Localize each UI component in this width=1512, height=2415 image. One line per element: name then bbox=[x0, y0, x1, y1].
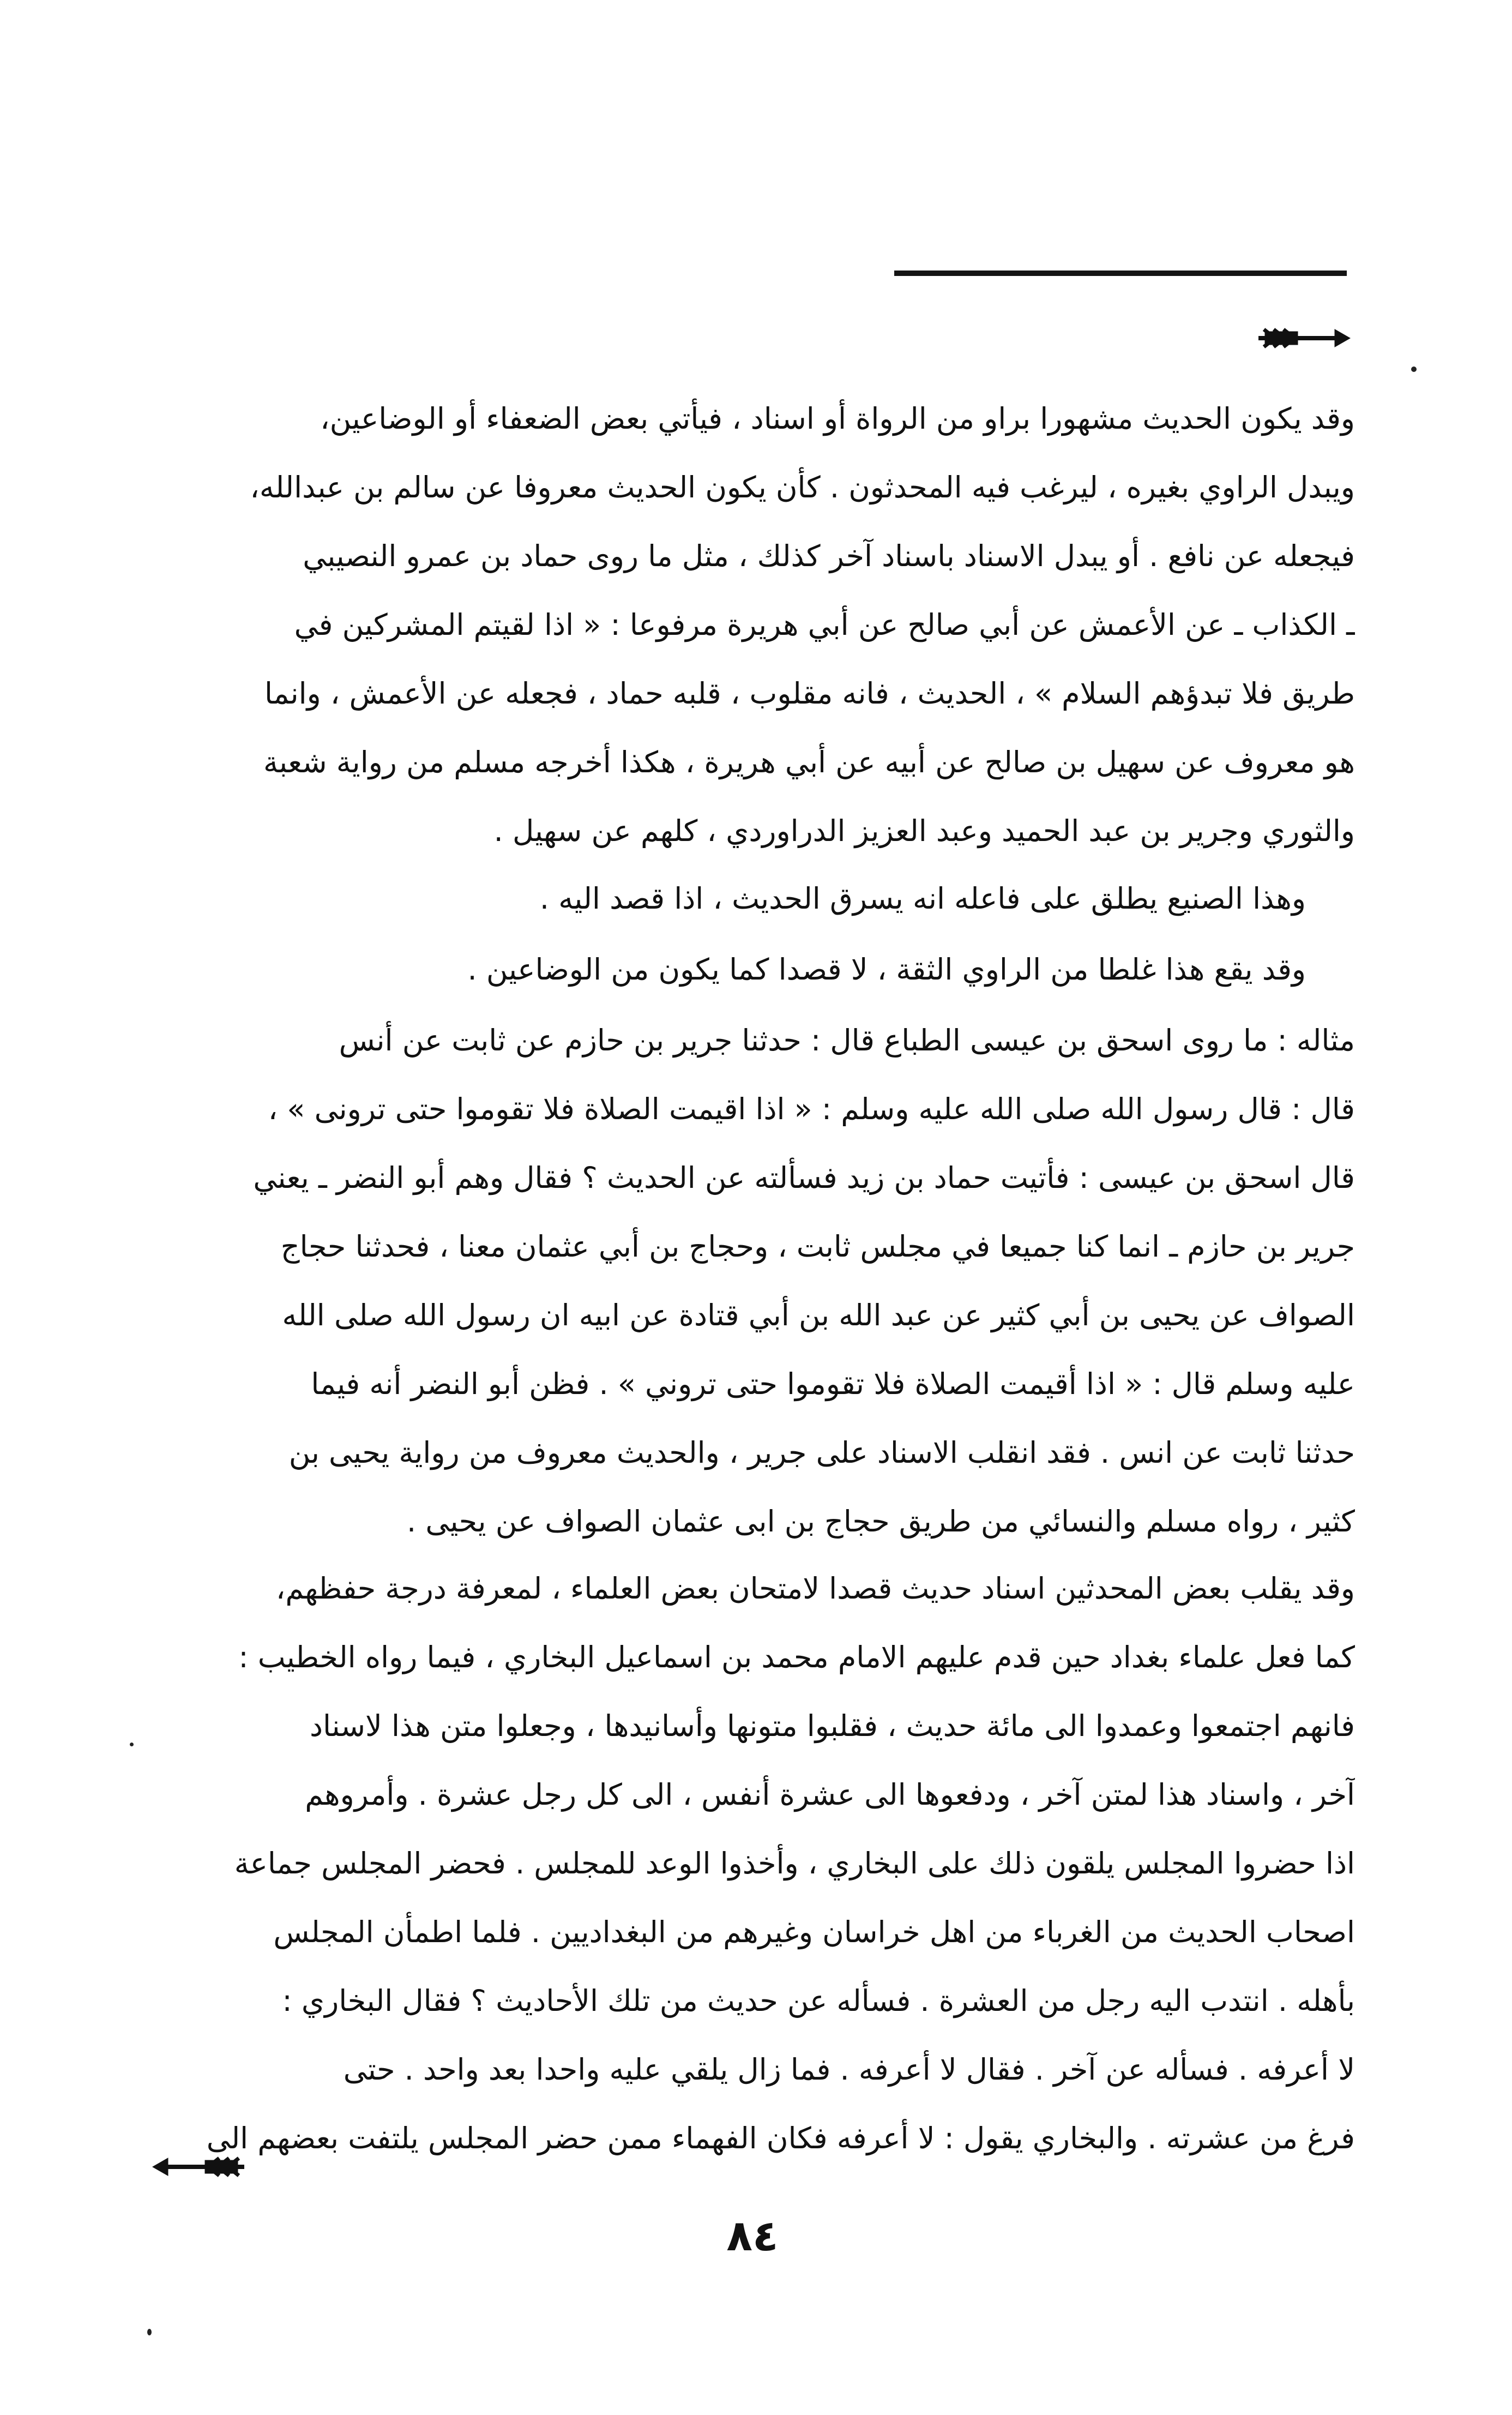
text-line: قال اسحق بن عيسى : فأتيت حماد بن زيد فسألته عن الحديث ؟ فقال وهم أبو النضر ـ يعني bbox=[253, 1161, 1355, 1195]
text-line: حدثنا ثابت عن انس . فقد انقلب الاسناد على جرير ، والحديث معروف من رواية يحيى بن bbox=[288, 1435, 1355, 1470]
text-line: اذا حضروا المجلس يلقون ذلك على البخاري ، وأخذوا الوعد للمجلس . فحضر المجلس جماعة bbox=[234, 1846, 1355, 1881]
text-line: ويبدل الراوي بغيره ، ليرغب فيه المحدثون . كأن يكون الحديث معروفا عن سالم بن عبدالله، bbox=[250, 470, 1355, 504]
text-line: قال : قال رسول الله صلى الله عليه وسلم : « اذا اقيمت الصلاة فلا تقوموا حتى ترونى » ، bbox=[268, 1092, 1355, 1126]
paragraph bbox=[144, 935, 1355, 1004]
text-line: لا أعرفه . فسأله عن آخر . فقال لا أعرفه . فما زال يلقي عليه واحدا بعد واحد . حتى bbox=[343, 2052, 1355, 2087]
text-line: مثاله : ما روى اسحق بن عيسى الطباع قال : حدثنا جرير بن حازم عن ثابت عن أنس bbox=[339, 1023, 1355, 1058]
text-line: كما فعل علماء بغداد حين قدم عليهم الامام محمد بن اسماعيل البخاري ، فيما رواه الخطيب : bbox=[238, 1640, 1355, 1674]
text-line: وقد يقع هذا غلطا من الراوي الثقة ، لا قصدا كما يكون من الوضاعين . bbox=[467, 952, 1306, 987]
page-number: ٨٤ bbox=[726, 2212, 779, 2261]
print-speck bbox=[147, 2329, 152, 2335]
text-line: ـ الكذاب ـ عن الأعمش عن أبي صالح عن أبي هريرة مرفوعا : « اذا لقيتم المشركين في bbox=[294, 608, 1355, 642]
text-line: وقد يقلب بعض المحدثين اسناد حديث قصدا لامتحان بعض العلماء ، لمعرفة درجة حفظهم، bbox=[275, 1571, 1355, 1606]
text-line: عليه وسلم قال : « اذا أقيمت الصلاة فلا تقوموا حتى تروني » . فظن أبو النضر أنه فيما bbox=[311, 1367, 1355, 1401]
text-line: والثوري وجرير بن عبد الحميد وعبد العزيز الدراوردي ، كلهم عن سهيل . bbox=[493, 814, 1355, 848]
text-line: الصواف عن يحيى بن أبي كثير عن عبد الله بن أبي قتادة عن ابيه ان رسول الله صلى الله bbox=[282, 1298, 1355, 1332]
text-line: وقد يكون الحديث مشهورا براو من الرواة أو اسناد ، فيأتي بعض الضعفاء أو الوضاعين، bbox=[320, 401, 1355, 436]
paragraph bbox=[144, 385, 1355, 866]
text-line: كثير ، رواه مسلم والنسائي من طريق حجاج بن ابى عثمان الصواف عن يحيى . bbox=[407, 1504, 1355, 1539]
arrow-ornament-icon bbox=[152, 2150, 250, 2183]
print-speck bbox=[130, 1743, 134, 1746]
text-line: فانهم اجتمعوا وعمدوا الى مائة حديث ، فقلبوا متونها وأسانيدها ، وجعلوا متن هذا لاسناد bbox=[309, 1709, 1355, 1743]
text-line: فرغ من عشرته . والبخاري يقول : لا أعرفه فكان الفهماء ممن حضر المجلس يلتفت بعضهم الى bbox=[206, 2121, 1355, 2155]
paragraph bbox=[144, 864, 1355, 933]
paragraph bbox=[144, 1554, 1355, 2173]
text-line: بأهله . انتدب اليه رجل من العشرة . فسأله عن حديث من تلك الأحاديث ؟ فقال البخاري : bbox=[282, 1984, 1355, 2018]
text-line: اصحاب الحديث من الغرباء من اهل خراسان وغيرهم من البغداديين . فلما اطمأن المجلس bbox=[273, 1915, 1355, 1949]
text-line: طريق فلا تبدؤهم السلام » ، الحديث ، فانه مقلوب ، قلبه حماد ، فجعله عن الأعمش ، وانما bbox=[264, 676, 1355, 711]
text-line: جرير بن حازم ـ انما كنا جميعا في مجلس ثابت ، وحجاج بن أبي عثمان معنا ، فحدثنا حجاج bbox=[280, 1229, 1355, 1264]
text-line: وهذا الصنيع يطلق على فاعله انه يسرق الحديث ، اذا قصد اليه . bbox=[539, 881, 1306, 916]
paragraph bbox=[144, 1006, 1355, 1556]
text-line: آخر ، واسناد هذا لمتن آخر ، ودفعوها الى عشرة أنفس ، الى كل رجل عشرة . وأمروهم bbox=[305, 1777, 1355, 1812]
text-line: فيجعله عن نافع . أو يبدل الاسناد باسناد آخر كذلك ، مثل ما روى حماد بن عمرو النصيبي bbox=[303, 539, 1355, 573]
header-rule bbox=[894, 271, 1347, 276]
text-line: هو معروف عن سهيل بن صالح عن أبيه عن أبي هريرة ، هكذا أخرجه مسلم من رواية شعبة bbox=[263, 745, 1355, 779]
print-speck bbox=[1411, 367, 1417, 372]
arrow-ornament-icon bbox=[1253, 322, 1351, 355]
